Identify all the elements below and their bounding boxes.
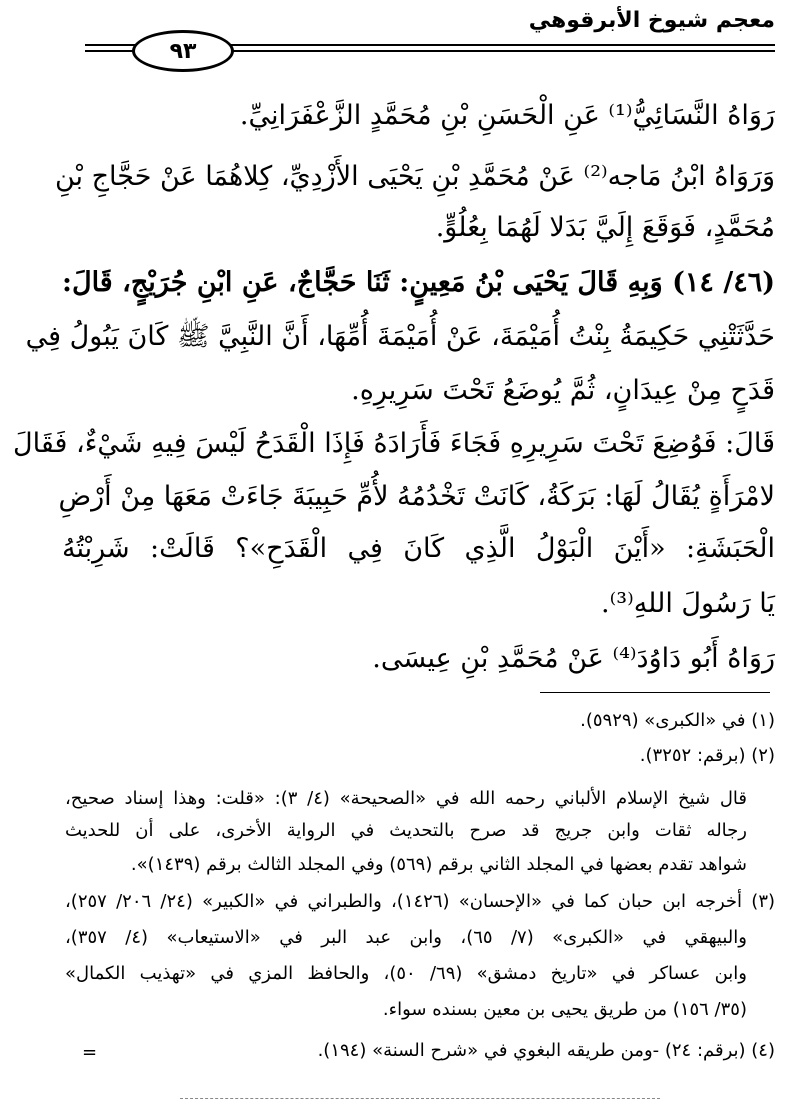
footnote-line: وابن عساكر في «تاريخ دمشق» (٦٩/ ٥٠)، والحافظ المزي في «تهذيب الكمال» [65, 963, 747, 984]
text-line: الْحَبَشَةِ: «أَيْنَ الْبَوْلُ الَّذِي كَانَ فِي الْقَدَحِ»؟ قَالَتْ: شَرِبْتُهُ [62, 533, 775, 564]
text-line: قَالَ: فَوُضِعَ تَحْتَ سَرِيرِهِ فَجَاءَ فَأَرَادَهُ فَإِذَا الْقَدَحُ لَيْسَ فِيهِ شَيْءٌ، فَقَالَ [13, 428, 775, 459]
footnote-line: شواهد تقدم بعضها في المجلد الثاني برقم (٥٦٩) وفي المجلد الثالث برقم (١٤٣٩)». [130, 854, 747, 875]
text-line: وَرَوَاهُ ابْنُ مَاجه⁽²⁾ عَنْ مُحَمَّدِ بْنِ يَحْيَى الأَزْدِيِّ، كِلاهُمَا عَنْ حَجَّاجِ بْنِ [54, 161, 775, 192]
text-line: يَا رَسُولَ اللهِ⁽³⁾. [601, 588, 775, 619]
footnote-line: والبيهقي في «الكبرى» (٧/ ٦٥)، وابن عبد البر في «الاستيعاب» (٤/ ٣٥٧)، [65, 927, 747, 948]
text-line: حَدَّثَتْنِي حَكِيمَةُ بِنْتُ أُمَيْمَةَ، عَنْ أُمَيْمَةَ أُمِّهَا، أَنَّ النَّبِيَّ ﷺ كَانَ يَبُولُ فِي [25, 321, 775, 352]
footnote: (٤) (برقم: ٢٤) -ومن طريقه البغوي في «شرح السنة» (١٩٤). [317, 1040, 775, 1061]
page-bottom-line [180, 1098, 660, 1099]
footnote: (١) في «الكبرى» (٥٩٢٩). [580, 710, 775, 731]
footnote: (٢) (برقم: ٣٢٥٢). [639, 745, 775, 766]
text-line: رَوَاهُ أَبُو دَاوُدَ⁽⁴⁾ عَنْ مُحَمَّدِ بْنِ عِيسَى. [372, 643, 775, 674]
book-title: معجم شيوخ الأبرقوهي [528, 8, 775, 33]
text-line: قَدَحٍ مِنْ عِيدَانٍ، ثُمَّ يُوضَعُ تَحْتَ سَرِيرِهِ. [351, 375, 775, 406]
footnote: (٣) أخرجه ابن حبان كما في «الإحسان» (١٤٢٦)، والطبراني في «الكبير» (٢٤/ ٢٠٦/ ٢٥٧)، [65, 891, 776, 912]
continuation-mark: = [82, 1042, 98, 1063]
page-number-text: ٩٣ [169, 38, 197, 64]
footnote-line: رجاله ثقات وابن جريج قد صرح بالتحديث في الرواية الأخرى، على أن للحديث [65, 820, 747, 841]
text-line: مُحَمَّدٍ، فَوَقَعَ إِلَيَّ بَدَلا لَهُمَا بِعُلُوٍّ. [435, 212, 775, 243]
footnote-line: (٣٥/ ١٥٦) من طريق يحيى بن معين بسنده سواء. [382, 999, 747, 1020]
text-line: رَوَاهُ النَّسَائِيُّ⁽¹⁾ عَنِ الْحَسَنِ بْنِ مُحَمَّدٍ الزَّعْفَرَانِيِّ. [239, 100, 775, 131]
hadith-heading-line: (٤٦/ ١٤) وَبِهِ قَالَ يَحْيَى بْنُ مَعِينٍ: ثَنَا حَجَّاجٌ، عَنِ ابْنِ جُرَيْجٍ، قَالَ: [62, 267, 775, 298]
text-line: لامْرَأَةٍ يُقَالُ لَهَا: بَرَكَةُ، كَانَتْ تَخْدُمُهُ لأُمِّ حَبِيبَةَ جَاءَتْ مَعَهَا مِنْ أَرْضِ [58, 481, 775, 512]
footnote-separator [540, 692, 770, 693]
footnote-line: قال شيخ الإسلام الألباني رحمه الله في «الصحيحة» (٤/ ٣): «قلت: وهذا إسناد صحيح، [65, 788, 747, 809]
page-number [132, 30, 234, 72]
